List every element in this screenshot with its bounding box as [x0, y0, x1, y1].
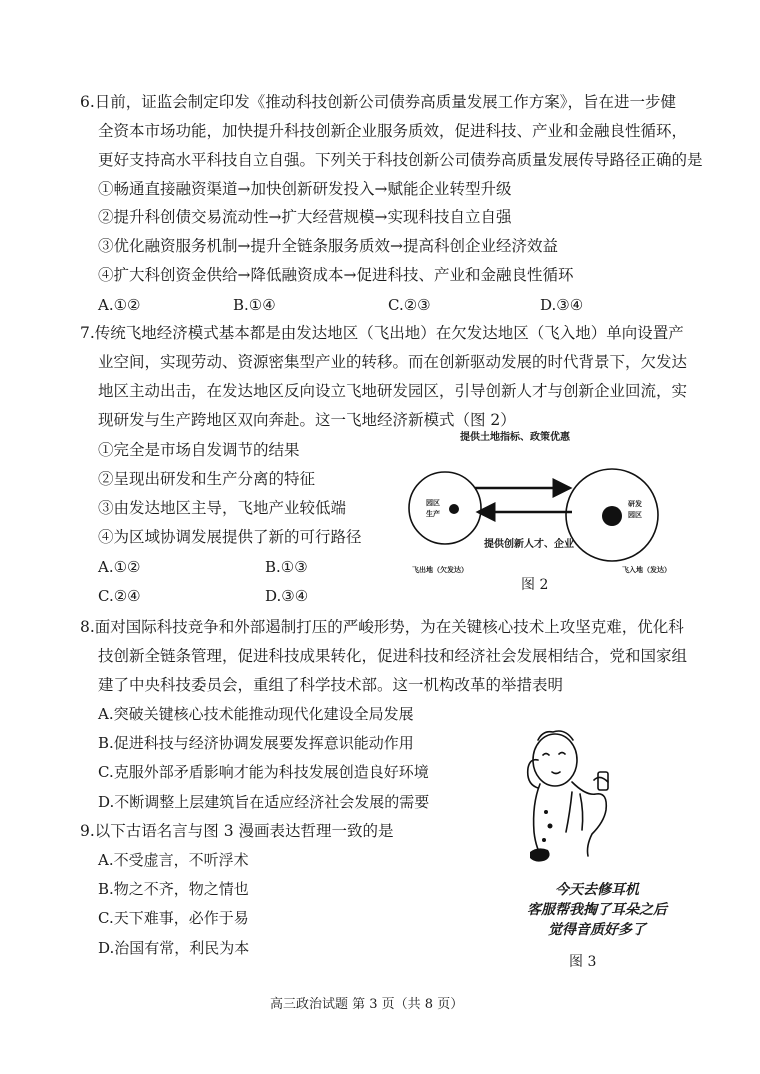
q6-option-b: B.①④: [233, 296, 276, 314]
left-circle-label-1: 园区: [426, 499, 440, 507]
q7-item-4: ④为区域协调发展提供了新的可行路径: [98, 528, 362, 546]
q6-item-4: ④扩大科创资金供给→降低融资成本→促进科技、产业和金融良性循环: [98, 266, 574, 284]
left-circle: [409, 472, 481, 544]
q7-option-a: A.①②: [98, 558, 141, 576]
right-dot: [602, 506, 622, 526]
q8-option-a: A.突破关键核心技术能推动现代化建设全局发展: [98, 705, 414, 723]
figure-2: [400, 425, 675, 595]
left-dot: [449, 504, 459, 514]
q6-item-2: ②提升科创债交易流动性→扩大经营规模→实现科技自立自强: [98, 208, 512, 226]
right-circle-label-2: 园区: [628, 511, 642, 519]
comic-caption-line-2: 客服帮我掏了耳朵之后: [527, 902, 667, 918]
q9-stem: 9.以下古语名言与图 3 漫画表达哲理一致的是: [80, 822, 394, 840]
figure-3-caption: 图 3: [569, 954, 597, 970]
figure-3-handwritten-caption: [522, 880, 672, 940]
q9-option-d: D.治国有常，利民为本: [98, 939, 250, 957]
q7-item-1: ①完全是市场自发调节的结果: [98, 441, 300, 459]
q6-option-d: D.③④: [540, 296, 584, 314]
top-arrow-label: 提供土地指标、政策优惠: [460, 432, 570, 443]
page-footer: 高三政治试题 第 3 页（共 8 页）: [270, 997, 464, 1012]
q8-stem-line-2: 技创新全链条管理，促进科技成果转化，促进科技和经济社会发展相结合，党和国家组: [98, 647, 688, 665]
q7-stem-line-3: 地区主动出击，在发达地区反向设立飞地研发园区，引导创新人才与创新企业回流，实: [98, 382, 688, 400]
q6-item-1: ①畅通直接融资渠道→加快创新研发投入→赋能企业转型升级: [98, 180, 512, 198]
comic-caption-line-1: 今天去修耳机: [555, 882, 639, 898]
q6-stem-line-2: 全资本市场功能，加快提升科技创新企业服务质效，促进科技、产业和金融良性循环，: [98, 122, 688, 140]
figure-2-caption: 图 2: [521, 577, 549, 593]
q8-stem-line-3: 建了中央科技委员会，重组了科学技术部。这一机构改革的举措表明: [98, 676, 564, 694]
q7-option-c: C.②④: [98, 587, 141, 605]
q7-option-d: D.③④: [265, 587, 309, 605]
q6-stem-line-3: 更好支持高水平科技自立自强。下列关于科技创新公司债券高质量发展传导路径正确的是: [98, 151, 703, 169]
q9-option-c: C.天下难事，必作于易: [98, 909, 249, 927]
q6-stem-line-1: 6.日前，证监会制定印发《推动科技创新公司债券高质量发展工作方案》，旨在进一步健: [80, 93, 677, 111]
q8-option-c: C.克服外部矛盾影响才能为科技发展创造良好环境: [98, 763, 429, 781]
q6-option-c: C.②③: [388, 296, 431, 314]
q7-option-b: B.①③: [265, 558, 308, 576]
bottom-arrow-label: 提供创新人才、企业: [484, 539, 574, 550]
figure-3-comic: [510, 722, 660, 877]
left-circle-label-2: 生产: [426, 510, 440, 518]
q8-option-b: B.促进科技与经济协调发展要发挥意识能动作用: [98, 734, 414, 752]
comic-caption-line-3: 觉得音质好多了: [548, 922, 646, 938]
right-circle-label-1: 研发: [628, 500, 642, 508]
q7-stem-line-4: 现研发与生产跨地区双向奔赴。这一飞地经济新模式（图 2）: [98, 411, 516, 429]
q6-item-3: ③优化融资服务机制→提升全链条服务质效→提高科创企业经济效益: [98, 237, 558, 255]
q7-stem-line-1: 7.传统飞地经济模式基本都是由发达地区（飞出地）在欠发达地区（飞入地）单向设置产: [80, 324, 684, 342]
left-caption: 飞出地（欠发达）: [412, 566, 468, 574]
q8-stem-line-1: 8.面对国际科技竞争和外部遏制打压的严峻形势，为在关键核心技术上攻坚克难，优化科: [80, 618, 684, 636]
q9-option-a: A.不受虚言，不听浮术: [98, 851, 249, 869]
q8-option-d: D.不断调整上层建筑旨在适应经济社会发展的需要: [98, 793, 430, 811]
right-caption: 飞入地（发达）: [622, 566, 671, 574]
cartoon-person-illustration: [510, 722, 660, 877]
q7-item-2: ②呈现出研发和生产分离的特征: [98, 470, 316, 488]
q6-option-a: A.①②: [98, 296, 141, 314]
q9-option-b: B.物之不齐，物之情也: [98, 880, 249, 898]
q7-stem-line-2: 业空间，实现劳动、资源密集型产业的转移。而在创新驱动发展的时代背景下，欠发达: [98, 353, 688, 371]
q7-item-3: ③由发达地区主导，飞地产业较低端: [98, 499, 347, 517]
